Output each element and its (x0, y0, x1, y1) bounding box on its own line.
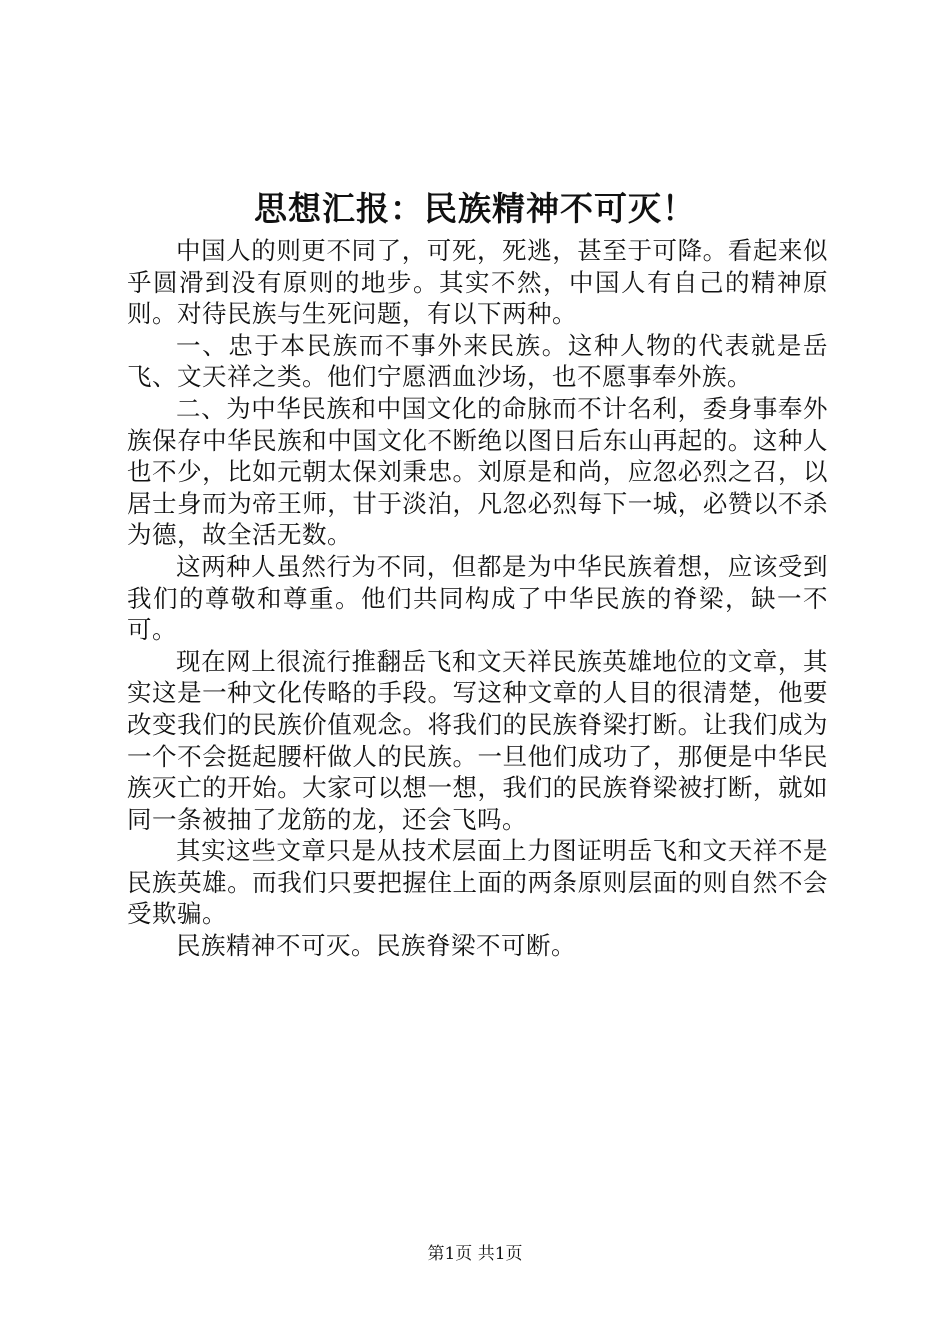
page-number-footer: 第1页 共1页 (427, 1244, 523, 1264)
document-body (127, 235, 828, 962)
paragraph: 二、为中华民族和中国文化的命脉而不计名利，委身事奉外族保存中华民族和中国文化不断绝以图日后东山再起的。这种人也不少，比如元朝太保刘秉忠。刘原是和尚，应忽必烈之召，以居士身而为帝王师，甘于淡泊，凡忽必烈每下一城，必赞以不杀为德，故全活无数。 (127, 393, 828, 550)
document-title: 思想汇报：民族精神不可灭！ (254, 189, 696, 228)
paragraph: 现在网上很流行推翻岳飞和文天祥民族英雄地位的文章，其实这是一种文化传略的手段。写这种文章的人目的很清楚，他要改变我们的民族价值观念。将我们的民族脊梁打断。让我们成为一个不会挺起腰杆做人的民族。一旦他们成功了，那便是中华民族灭亡的开始。大家可以想一想，我们的民族脊梁被打断，就如同一条被抽了龙筋的龙，还会飞吗。 (127, 646, 828, 834)
paragraph: 这两种人虽然行为不同，但都是为中华民族着想，应该受到我们的尊敬和尊重。他们共同构成了中华民族的脊梁，缺一不可。 (127, 551, 828, 645)
paragraph: 一、忠于本民族而不事外来民族。这种人物的代表就是岳飞、文天祥之类。他们宁愿洒血沙场，也不愿事奉外族。 (127, 330, 828, 392)
paragraph: 其实这些文章只是从技术层面上力图证明岳飞和文天祥不是民族英雄。而我们只要把握住上面的两条原则层面的则自然不会受欺骗。 (127, 836, 828, 929)
paragraph: 民族精神不可灭。民族脊梁不可断。 (176, 931, 576, 961)
paragraph: 中国人的则更不同了，可死，死逃，甚至于可降。看起来似乎圆滑到没有原则的地步。其实不然，中国人有自己的精神原则。对待民族与生死问题，有以下两种。 (127, 236, 828, 329)
